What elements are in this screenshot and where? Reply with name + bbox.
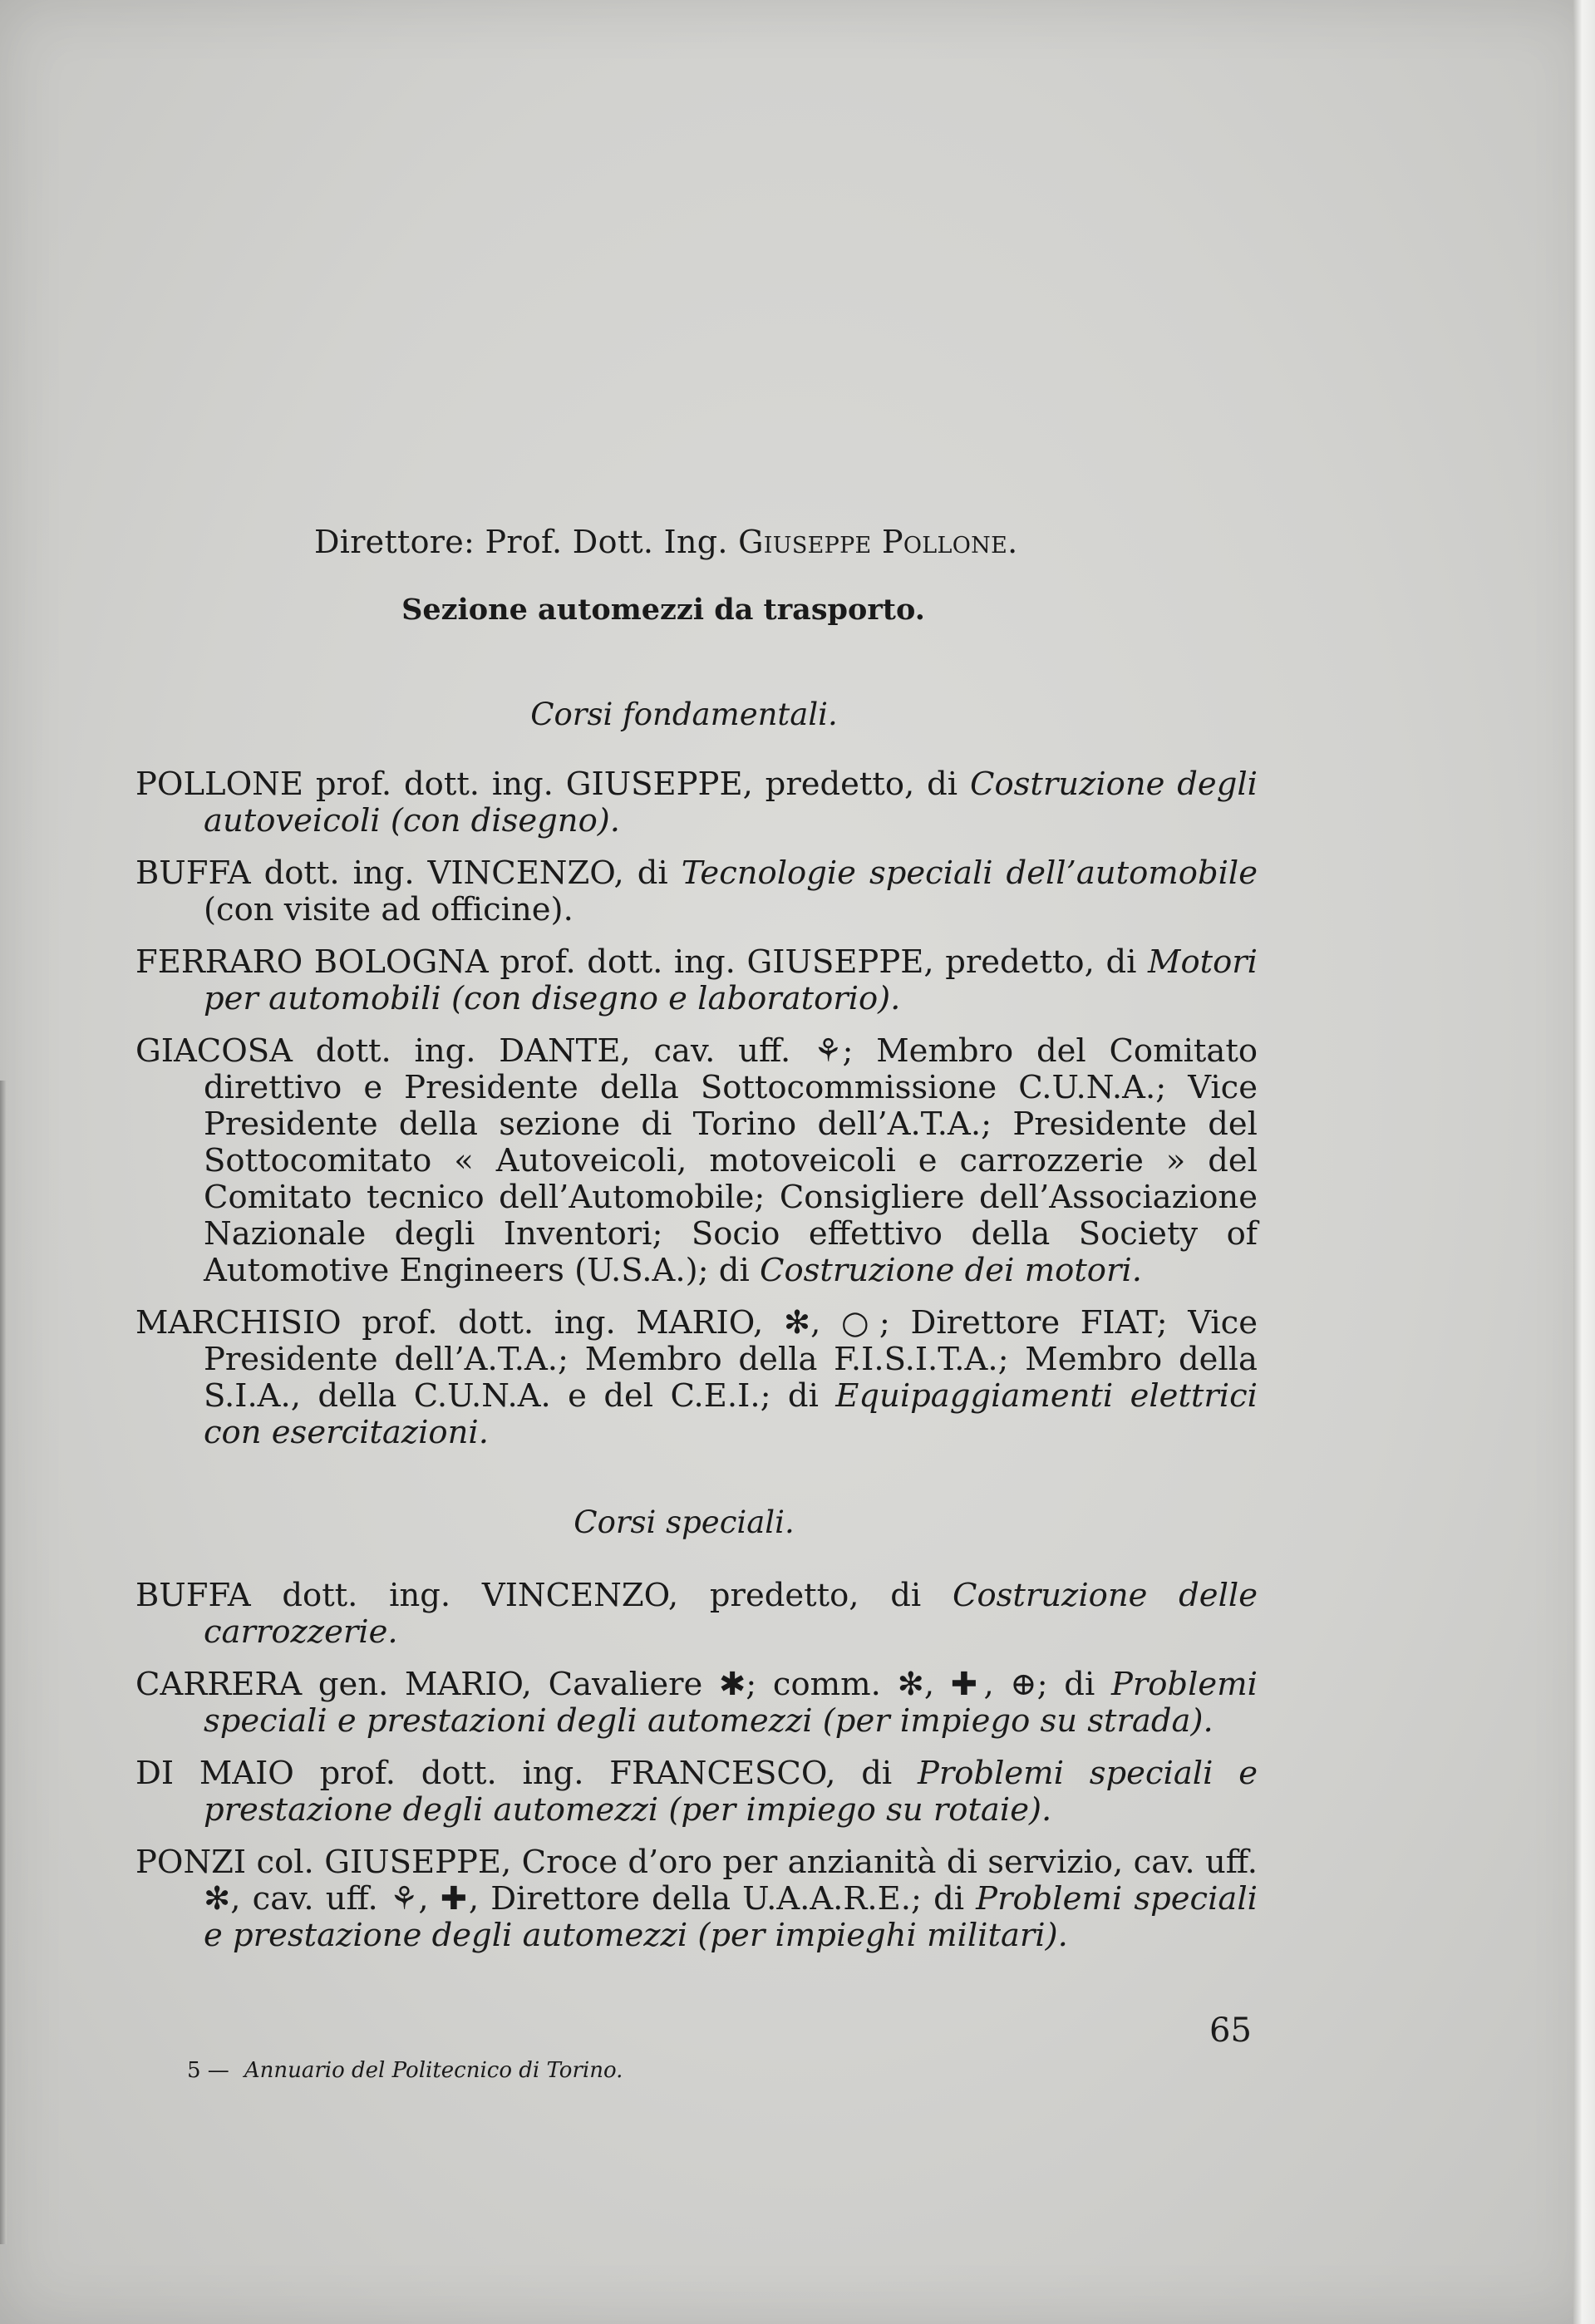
entry-course: Costruzione delle carrozzerie. [204, 1577, 1258, 1651]
page-edge-left [0, 1081, 7, 2244]
entry-name: POLLONE prof. dott. ing. GIUSEPPE, predetto, di [135, 766, 970, 803]
entry-course: Problemi speciali e prestazioni degli automezzi (per impiego su strada). [204, 1666, 1258, 1740]
entry-name: CARRERA gen. MARIO, Cavaliere ✱; comm. ✻, ✚, ⊕; di [135, 1666, 1111, 1703]
entry-course: Equipaggiamenti elettrici con esercitazioni. [204, 1377, 1258, 1451]
course-entry-giacosa [135, 1033, 1258, 1289]
entry-course: Tecnologie speciali dell’automobile [681, 854, 1258, 892]
director-prefix: Direttore: Prof. Dott. Ing. [314, 524, 728, 560]
entry-course: Problemi speciali e prestazione degli automezzi (per impieghi militari). [204, 1880, 1258, 1954]
entry-name: MARCHISIO prof. dott. ing. MARIO, ✻, ○; Direttore FIAT; Vice Presidente dell’A.T.A.; Membro della F.I.S.I.T.A.; Membro della S.I.A., della C.U.N.A. e del C.E.I.; di [135, 1304, 1258, 1415]
entry-course: Problemi speciali e prestazione degli automezzi (per impiego su rotaie). [204, 1755, 1258, 1829]
special-courses-title: Corsi speciali. [574, 1504, 795, 1540]
fundamental-courses-title: Corsi fondamentali. [530, 697, 838, 732]
signature-text: Annuario del Politecnico di Torino. [244, 2058, 623, 2083]
entry-name: PONZI col. GIUSEPPE, Croce d’oro per anzianità di servizio, cav. uff. ✻, cav. uff. ⚘, ✚, Direttore della U.A.A.R.E.; di [135, 1844, 1258, 1918]
director-line [314, 524, 1258, 560]
course-entry-ponzi [135, 1844, 1258, 1954]
course-entry-ferraro-bologna [135, 944, 1258, 1017]
signature-line [187, 2058, 623, 2083]
entry-course: Costruzione dei motori. [760, 1252, 1142, 1289]
entry-name: BUFFA dott. ing. VINCENZO, predetto, di [135, 1577, 953, 1614]
director-name: Giuseppe Pollone. [738, 524, 1018, 560]
entry-name: FERRARO BOLOGNA prof. dott. ing. GIUSEPPE, predetto, di [135, 943, 1149, 981]
course-entry-marchisio [135, 1305, 1258, 1451]
page-number: 65 [1209, 2011, 1252, 2050]
course-entry-di-maio [135, 1755, 1258, 1829]
course-entry-carrera [135, 1667, 1258, 1740]
course-entry-buffa [135, 855, 1258, 928]
entry-name: DI MAIO prof. dott. ing. FRANCESCO, di [135, 1755, 918, 1792]
entry-tail: (con visite ad officine). [204, 891, 574, 928]
signature-number: 5 — [187, 2058, 229, 2083]
page-content [135, 524, 1258, 1970]
page-edge-right [1573, 0, 1595, 2324]
section-title: Sezione automezzi da trasporto. [401, 593, 925, 627]
course-entry-pollone [135, 766, 1258, 839]
entry-name: BUFFA dott. ing. VINCENZO, di [135, 854, 682, 892]
entry-course: Costruzione degli autoveicoli (con disegno). [204, 766, 1258, 839]
course-entry-buffa-special [135, 1578, 1258, 1651]
entry-course: Motori per automobili (con disegno e laboratorio). [204, 943, 1258, 1017]
entry-name: GIACOSA dott. ing. DANTE, cav. uff. ⚘; Membro del Comitato direttivo e Presidente della Sottocommissione C.U.N.A.; Vice Presidente della sezione di Torino dell’A.T.A.; Presidente del Sottocomitato « Autoveicoli, motoveicoli e carrozzerie » del Comitato tecnico dell’Automobile; Consigliere dell’Associazione Nazionale degli Inventori; Socio effettivo della Society of Automotive Engineers (U.S.A.); di [135, 1032, 1258, 1289]
